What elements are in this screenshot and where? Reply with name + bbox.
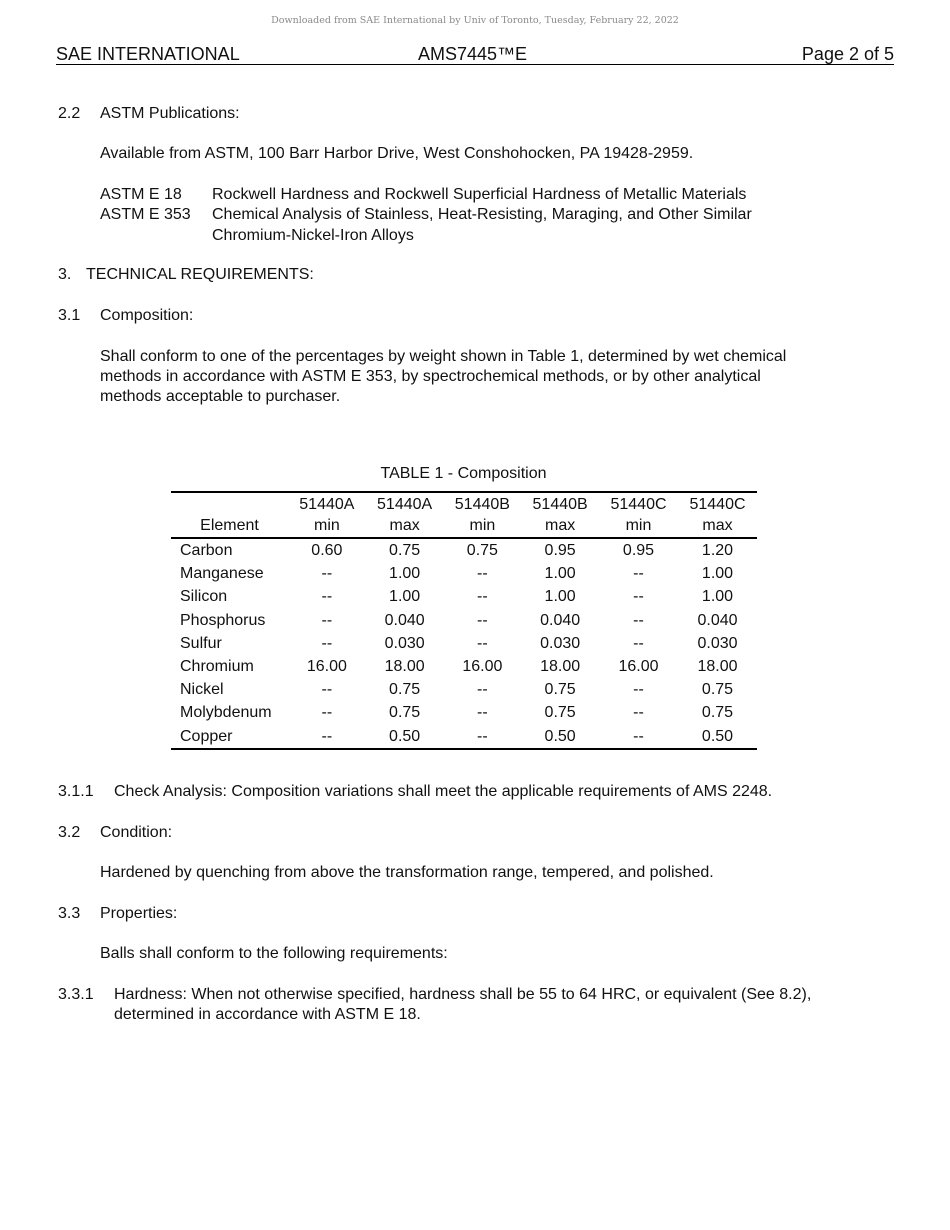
astm-availability: Available from ASTM, 100 Barr Harbor Drive, West Conshohocken, PA 19428-2959.: [100, 145, 694, 162]
composition-value-cell: --: [633, 565, 644, 583]
header-doc-id: AMS7445™E: [418, 44, 528, 64]
ref-title-astm-e353-line2: Chromium-Nickel-Iron Alloys: [212, 227, 414, 244]
header-rule: [56, 64, 894, 65]
table-row: [171, 609, 757, 632]
composition-value-cell: 0.75: [466, 542, 498, 559]
composition-value-cell: --: [633, 704, 644, 722]
composition-value-cell: --: [633, 611, 644, 629]
section-2-2-number: 2.2: [58, 105, 81, 122]
header-element: Element: [171, 515, 288, 538]
composition-value-cell: 0.95: [622, 542, 655, 559]
composition-value-cell: 0.030: [697, 634, 738, 652]
composition-value-cell: 1.00: [701, 588, 734, 606]
composition-value-cell: 16.00: [306, 658, 347, 676]
ref-code-astm-e18: ASTM E 18: [100, 186, 182, 203]
composition-value-cell: 0.030: [384, 634, 425, 652]
element-name-cell: Copper: [171, 725, 288, 749]
composition-value-cell: 18.00: [540, 658, 581, 676]
header-limit: max: [521, 515, 599, 538]
composition-value-cell: --: [477, 588, 488, 606]
table-row: [171, 562, 757, 585]
composition-value-cell: 0.75: [389, 704, 421, 722]
composition-table: [171, 491, 757, 750]
header-limit: max: [678, 515, 757, 538]
composition-value-cell: 0.030: [540, 634, 581, 652]
ref-code-astm-e353: ASTM E 353: [100, 206, 191, 223]
composition-value-cell: 0.50: [521, 725, 599, 749]
composition-value-cell: --: [321, 565, 333, 583]
composition-value-cell: --: [599, 725, 678, 749]
header-org: SAE INTERNATIONAL: [56, 44, 240, 64]
composition-text-line3: methods acceptable to purchaser.: [100, 388, 341, 405]
table-row: [171, 585, 757, 608]
composition-value-cell: --: [321, 681, 333, 699]
section-3-3-title: Properties:: [100, 905, 178, 922]
element-name-cell: Molybdenum: [180, 704, 272, 722]
element-name-cell: Sulfur: [180, 634, 222, 652]
composition-value-cell: 0.50: [366, 725, 444, 749]
composition-value-cell: --: [477, 704, 488, 722]
section-3-title: TECHNICAL REQUIREMENTS:: [86, 266, 314, 283]
composition-value-cell: 1.00: [389, 588, 421, 606]
check-analysis-text: Check Analysis: Composition variations shall meet the applicable requirements of AMS 2248.: [114, 783, 773, 800]
composition-value-cell: --: [633, 681, 644, 699]
section-3-1-title: Composition:: [100, 307, 194, 324]
composition-value-cell: 1.00: [544, 588, 576, 606]
composition-value-cell: 0.60: [311, 542, 343, 559]
table-title: TABLE 1 - Composition: [380, 465, 547, 482]
header-page-number: Page 2 of 5: [801, 44, 894, 64]
table-row: [171, 725, 757, 749]
header-limit: min: [599, 515, 678, 538]
table-body: [171, 538, 757, 749]
composition-value-cell: 0.040: [384, 611, 425, 629]
composition-value-cell: 0.75: [701, 704, 734, 722]
section-3-2-title: Condition:: [100, 824, 173, 841]
composition-value-cell: 18.00: [384, 658, 425, 676]
properties-text: Balls shall conform to the following requirements:: [100, 945, 448, 962]
composition-value-cell: --: [321, 634, 333, 652]
composition-value-cell: 0.75: [389, 681, 421, 699]
composition-value-cell: 0.75: [389, 542, 421, 559]
header-grade: 51440B: [444, 492, 522, 515]
composition-value-cell: 1.00: [701, 565, 734, 583]
composition-value-cell: 18.00: [697, 658, 738, 676]
header-grade: 51440C: [599, 492, 678, 515]
table-header-row-grades: [171, 492, 757, 515]
header-limit: min: [444, 515, 522, 538]
composition-value-cell: 1.00: [389, 565, 421, 583]
header-grade: 51440A: [366, 492, 444, 515]
composition-value-cell: 1.20: [701, 542, 734, 559]
section-3-3-1-number: 3.3.1: [58, 986, 94, 1003]
composition-text-line1: Shall conform to one of the percentages by weight shown in Table 1, determined by wet chemical: [100, 348, 787, 365]
section-3-2-number: 3.2: [58, 824, 81, 841]
section-2-2-title: ASTM Publications:: [100, 105, 240, 122]
header-grade: 51440A: [288, 492, 366, 515]
composition-value-cell: 0.040: [697, 611, 738, 629]
composition-value-cell: 0.040: [540, 611, 581, 629]
section-3-3-number: 3.3: [58, 905, 81, 922]
composition-value-cell: 1.00: [544, 565, 576, 583]
element-name-cell: Manganese: [180, 565, 264, 583]
composition-value-cell: 0.75: [701, 681, 734, 699]
table-row: [171, 655, 757, 678]
download-watermark: Downloaded from SAE International by Univ of Toronto, Tuesday, February 22, 2022: [271, 15, 679, 26]
header-grade: 51440C: [678, 492, 757, 515]
composition-value-cell: --: [288, 725, 366, 749]
element-name-cell: Chromium: [180, 658, 254, 676]
ref-title-astm-e353-line1: Chemical Analysis of Stainless, Heat-Resisting, Maraging, and Other Similar: [212, 206, 752, 223]
composition-value-cell: --: [477, 565, 488, 583]
table-row: [171, 701, 757, 724]
table-header-row-limits: [171, 515, 757, 538]
composition-value-cell: --: [477, 634, 488, 652]
element-name-cell: Silicon: [180, 588, 228, 606]
element-name-cell: Nickel: [180, 681, 224, 699]
header-grade: 51440B: [521, 492, 599, 515]
header-blank: [171, 492, 288, 515]
header-limit: min: [288, 515, 366, 538]
composition-value-cell: --: [477, 681, 488, 699]
ref-title-astm-e18: Rockwell Hardness and Rockwell Superficial Hardness of Metallic Materials: [212, 186, 747, 203]
hardness-text-line1: Hardness: When not otherwise specified, hardness shall be 55 to 64 HRC, or equivalent (See 8.2),: [114, 986, 812, 1003]
table-row: [171, 632, 757, 655]
hardness-text-line2: determined in accordance with ASTM E 18.: [114, 1006, 421, 1023]
element-name-cell: Phosphorus: [180, 611, 266, 629]
composition-value-cell: 16.00: [618, 658, 659, 676]
composition-value-cell: --: [321, 588, 333, 606]
composition-text-line2: methods in accordance with ASTM E 353, by spectrochemical methods, or by other analytical: [100, 368, 761, 385]
table-row: [171, 538, 757, 562]
composition-value-cell: 0.75: [544, 704, 576, 722]
composition-value-cell: --: [477, 611, 488, 629]
composition-value-cell: --: [321, 611, 333, 629]
composition-value-cell: --: [633, 588, 644, 606]
table-row: [171, 678, 757, 701]
composition-value-cell: --: [321, 704, 333, 722]
element-name-cell: Carbon: [180, 542, 233, 559]
section-3-number: 3.: [58, 266, 72, 283]
composition-value-cell: 0.50: [678, 725, 757, 749]
header-limit: max: [366, 515, 444, 538]
composition-value-cell: --: [444, 725, 522, 749]
composition-value-cell: 0.95: [544, 542, 576, 559]
composition-value-cell: --: [633, 634, 644, 652]
condition-text: Hardened by quenching from above the transformation range, tempered, and polished.: [100, 864, 714, 881]
section-3-1-1-number: 3.1.1: [58, 783, 94, 800]
composition-value-cell: 0.75: [544, 681, 576, 699]
composition-value-cell: 16.00: [462, 658, 503, 676]
section-3-1-number: 3.1: [58, 307, 81, 324]
